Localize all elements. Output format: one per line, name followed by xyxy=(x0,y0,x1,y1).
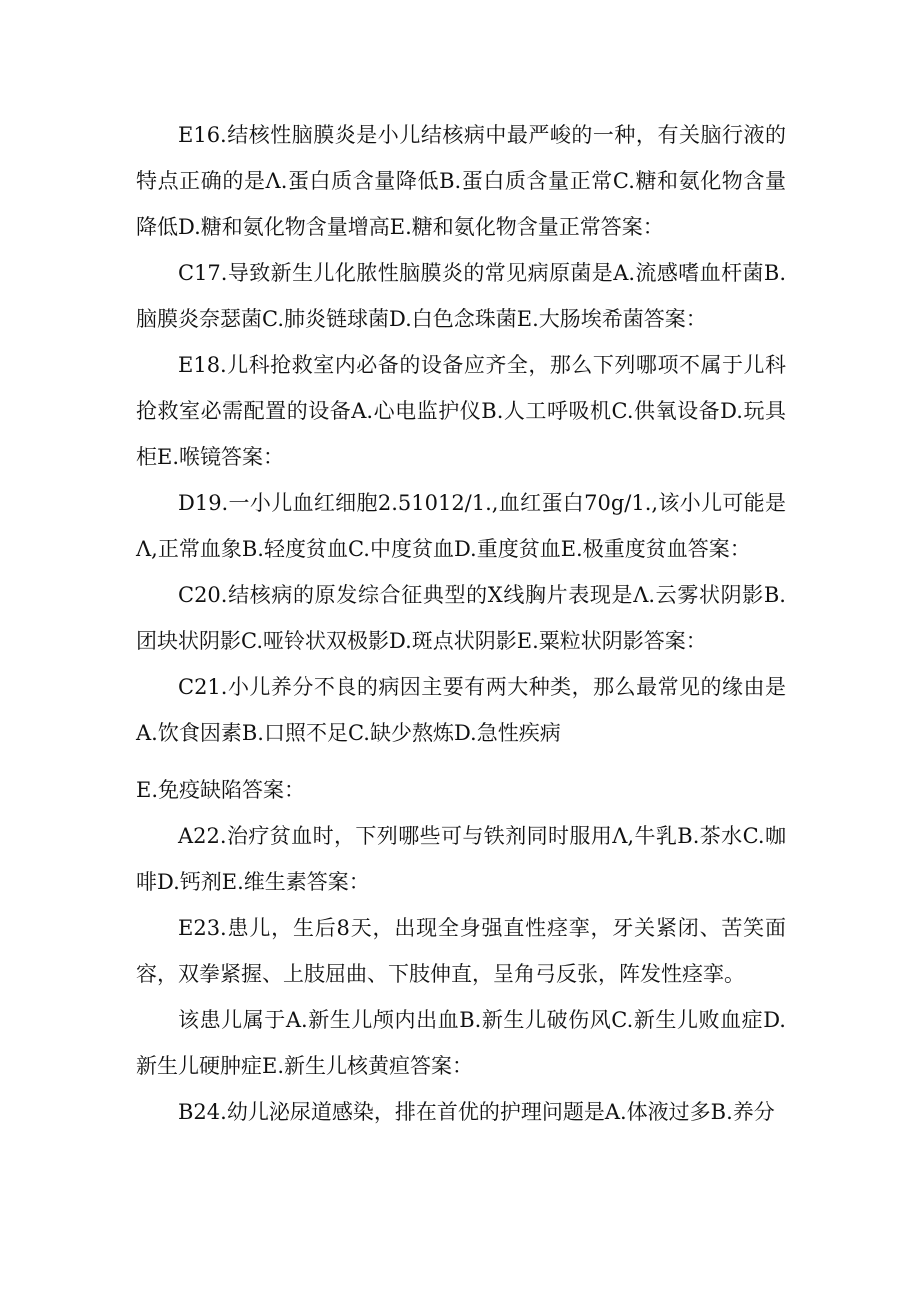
question-e23-continuation: 该患儿属于A.新生儿颅内出血B.新生儿破伤风C.新生儿败血症D.新生儿硬肿症E.新生儿核黄疸答案： xyxy=(136,1008,786,1078)
question-b24-paragraph: B24.幼儿泌尿道感染，排在首优的护理问题是A.体液过多B.养分 xyxy=(178,1100,775,1124)
question-e16-paragraph: E16.结核性脑膜炎是小儿结核病中最严峻的一种，有关脑行液的特点正确的是Λ.蛋白质含量降低B.蛋白质含量正常C.糖和氨化物含量降低D.糖和氨化物含量增高E.糖和氨化物含量正常答案： xyxy=(136,123,786,239)
question-e18-paragraph: E18.儿科抢救室内必备的设备应齐全，那么下列哪项不属于儿科抢救室必需配置的设备A.心电监护仪B.人工呼吸机C.供氧设备D.玩具柜E.喉镜答案： xyxy=(136,353,786,469)
question-c17-paragraph: C17.导致新生儿化脓性脑膜炎的常见病原菌是A.流感嗜血杆菌B.脑膜炎奈瑟菌C.肺炎链球菌D.白色念珠菌E.大肠埃希菌答案： xyxy=(136,261,786,331)
question-c21-paragraph: C21.小儿养分不良的病因主要有两大种类，那么最常见的缘由是A.饮食因素B.口照不足C.缺少熬炼D.急性疾病 xyxy=(136,675,786,745)
question-c20-paragraph: C20.结核病的原发综合征典型的X线胸片表现是Λ.云雾状阴影B.团块状阴影C.哑铃状双极影D.斑点状阴影E.粟粒状阴影答案： xyxy=(136,583,786,653)
document-body xyxy=(136,112,786,1135)
question-e23-paragraph: E23.患儿，生后8天，出现全身强直性痉挛，牙关紧闭、苦笑面容，双拳紧握、上肢屈曲、下肢伸直，呈角弓反张，阵发性痉挛。 xyxy=(136,916,786,986)
question-d19-paragraph: D19.一小儿血红细胞2.51012/1.,血红蛋白70g/1.,该小儿可能是Λ,正常血象B.轻度贫血C.中度贫血D.重度贫血E.极重度贫血答案： xyxy=(136,491,786,561)
question-c21-continuation: E.免疫缺陷答案： xyxy=(136,778,306,802)
question-a22-paragraph: A22.治疗贫血时，下列哪些可与铁剂同时服用Λ,牛乳B.茶水C.咖啡D.钙剂E.维生素答案： xyxy=(136,824,786,894)
